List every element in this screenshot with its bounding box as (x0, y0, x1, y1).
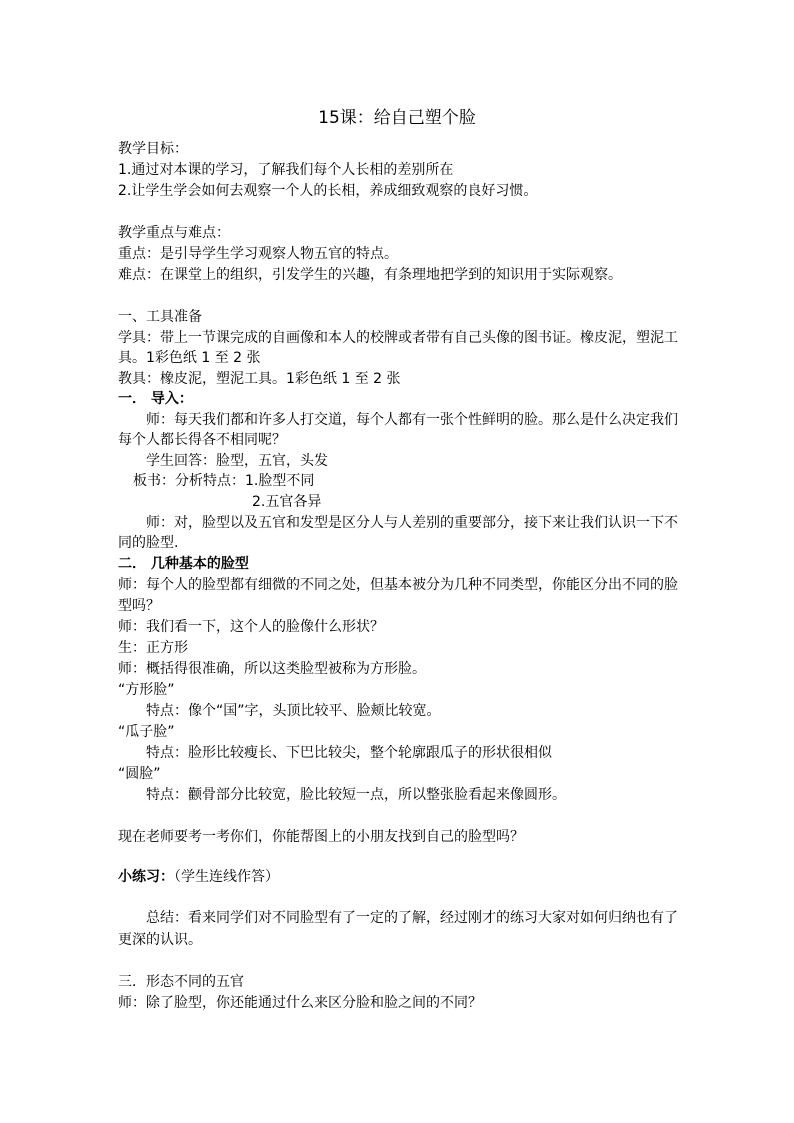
melon-face-feature: 特点：脸形比较瘦长、下巴比较尖，整个轮廓跟瓜子的形状很相似 (146, 745, 552, 761)
practice-line (118, 867, 279, 888)
section-3-heading: 三．形态不同的五官 (118, 974, 244, 990)
teacher-remark-line-1: 师：对，脸型以及五官和发型是区分人与人差别的重要部分，接下来让我们认识一下不 (146, 515, 678, 531)
student-tools-line-1: 学具：带上一节课完成的自画像和本人的校牌或者带有自己头像的图书证。橡皮泥，塑泥工 (118, 330, 678, 346)
teacher-remark-line-2: 同的脸型. (118, 535, 179, 551)
key-heading: 教学重点与难点： (118, 225, 230, 241)
question-3: 师：概括得很准确，所以这类脸型被称为方形脸。 (118, 661, 426, 677)
teacher-tools: 教具：橡皮泥，塑泥工具。1彩色纸 1 至 2 张 (118, 371, 401, 387)
melon-face-name: “瓜子脸” (118, 724, 175, 740)
page-title: 15课：给自己塑个脸 (318, 108, 476, 128)
question-4: 师：除了脸型，你还能通过什么来区分脸和脸之间的不同？ (118, 995, 482, 1011)
board-line-1: 板书：分析特点：1.脸型不同 (133, 473, 315, 489)
board-line-2: 2.五官各异 (252, 494, 322, 510)
difficulty: 难点：在课堂上的组织，引发学生的兴趣，有条理地把学到的知识用于实际观察。 (118, 267, 622, 283)
round-face-feature: 特点：颧骨部分比较宽，脸比较短一点，所以整张脸看起来像圆形。 (146, 787, 566, 803)
question-2: 师：我们看一下，这个人的脸像什么形状？ (118, 619, 384, 635)
key-point: 重点：是引导学生学习观察人物五官的特点。 (118, 246, 398, 262)
summary-line-2: 更深的认识。 (118, 932, 202, 948)
practice-note: （学生连线作答） (174, 869, 279, 885)
question-1-line-1: 师：每个人的脸型都有细微的不同之处，但基本被分为几种不同类型，你能区分出不同的脸 (118, 577, 678, 593)
section-1-heading: 一、工具准备 (118, 309, 202, 325)
round-face-name: “圆脸” (118, 766, 161, 782)
quiz-question: 现在老师要考一考你们，你能帮图上的小朋友找到自己的脸型吗？ (118, 829, 524, 845)
question-1-line-2: 型吗？ (118, 598, 160, 614)
intro-line-2: 每个人都长得各不相同呢？ (118, 432, 286, 448)
answer-2: 生：正方形 (118, 640, 188, 656)
intro-line-1: 师：每天我们都和许多人打交道，每个人都有一张个性鲜明的脸。那么是什么决定我们 (146, 412, 678, 428)
square-face-name: “方形脸” (118, 682, 175, 698)
section-2-heading: 二． 几种基本的脸型 (118, 556, 249, 572)
goal-1: 1.通过对本课的学习，了解我们每个人长相的差别所在 (118, 162, 454, 178)
goals-heading: 教学目标： (118, 141, 188, 157)
intro-heading: 一． 导入： (118, 391, 193, 407)
summary-line-1: 总结：看来同学们对不同脸型有了一定的了解，经过刚才的练习大家对如何归纳也有了 (146, 910, 678, 926)
student-answer: 学生回答：脸型，五官，头发 (146, 453, 328, 469)
practice-label: 小练习： (118, 869, 174, 885)
student-tools-line-2: 具。1彩色纸 1 至 2 张 (118, 350, 261, 366)
goal-2: 2.让学生学会如何去观察一个人的长相，养成细致观察的良好习惯。 (118, 183, 538, 199)
square-face-feature: 特点：像个“国”字，头顶比较平、脸颊比较宽。 (146, 703, 441, 719)
